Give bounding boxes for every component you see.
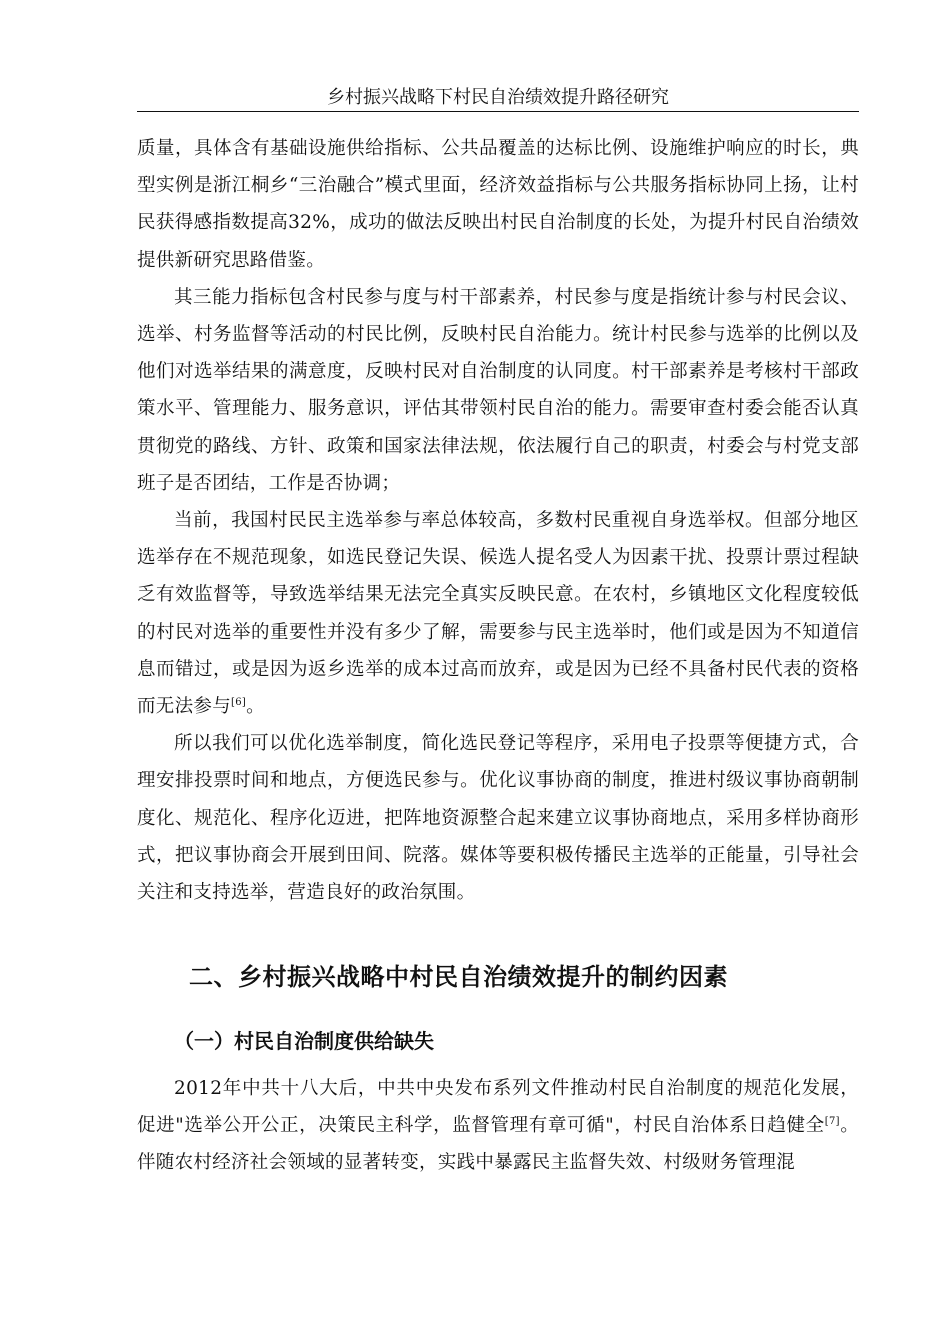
section-heading: 二、乡村振兴战略中村民自治绩效提升的制约因素 <box>189 963 728 991</box>
paragraph-4-text: 所以我们可以优化选举制度，简化选民登记等程序，采用电子投票等便捷方式，合理安排投票时间和地点，方便选民参与。优化议事协商的制度，推进村级议事协商朝制度化、规范化、程序化迈进，把阵地资源整合起来建立议事协商地点，采用多样协商形式，把议事协商会开展到田间、院落。媒体等要积极传播民主选举的正能量，引导社会关注和支持选举，营造良好的政治氛围。 <box>137 733 859 904</box>
paragraph-3-tail: 。 <box>246 696 265 718</box>
subsection-heading: （一）村民自治制度供给缺失 <box>174 1029 434 1053</box>
paragraph-5-text: 2012年中共十八大后，中共中央发布系列文件推动村民自治制度的规范化发展，促进"选举公开公正，决策民主科学，监督管理有章可循"，村民自治体系日趋健全 <box>137 1078 859 1137</box>
paragraph-2 <box>137 279 859 502</box>
paragraph-5-tail: 。伴随农村经济社会领域的显著转变，实践中暴露民主监督失效、村级财务管理混 <box>137 1115 859 1174</box>
running-header: 乡村振兴战略下村民自治绩效提升路径研究 <box>327 87 669 108</box>
body-text <box>137 130 859 1174</box>
paragraph-2-text: 其三能力指标包含村民参与度与村干部素养，村民参与度是指统计参与村民会议、选举、村务监督等活动的村民比例，反映村民自治能力。统计村民参与选举的比例以及他们对选举结果的满意度，反映村民对自治制度的认同度。村干部素养是考核村干部政策水平、管理能力、服务意识，评估其带领村民自治的能力。需要审查村委会能否认真贯彻党的路线、方针、政策和国家法律法规，依法履行自己的职责，村委会与村党支部班子是否团结，工作是否协调； <box>137 286 859 494</box>
paragraph-4 <box>137 725 859 911</box>
paragraph-5 <box>137 1070 859 1182</box>
paragraph-3 <box>137 502 859 725</box>
paragraph-1-text: 质量，具体含有基础设施供给指标、公共品覆盖的达标比例、设施维护响应的时长，典型实例是浙江桐乡“三治融合”模式里面，经济效益指标与公共服务指标协同上扬，让村民获得感指数提高32%，成功的做法反映出村民自治制度的长处，为提升村民自治绩效提供新研究思路借鉴。 <box>137 138 859 271</box>
citation-ref: [7] <box>824 1116 840 1128</box>
citation-ref: [6] <box>231 697 247 709</box>
section-body <box>137 1070 859 1182</box>
header-rule <box>137 111 859 112</box>
paragraph-1 <box>137 130 859 279</box>
paragraph-3-text: 当前，我国村民民主选举参与率总体较高，多数村民重视自身选举权。但部分地区选举存在不规范现象，如选民登记失误、候选人提名受人为因素干扰、投票计票过程缺乏有效监督等，导致选举结果无法完全真实反映民意。在农村，乡镇地区文化程度较低的村民对选举的重要性并没有多少了解，需要参与民主选举时，他们或是因为不知道信息而错过，或是因为返乡选举的成本过高而放弃，或是因为已经不具备村民代表的资格而无法参与 <box>137 510 859 718</box>
